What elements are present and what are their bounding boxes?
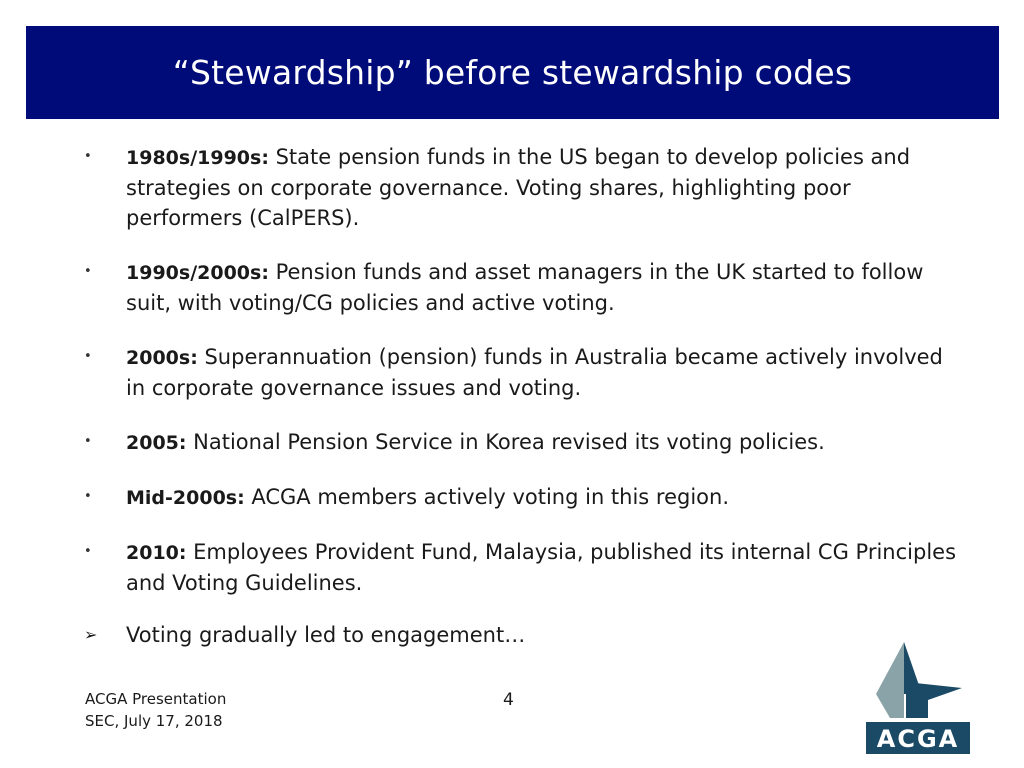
bullet-item (84, 342, 964, 403)
footer-presentation-label: ACGA Presentation (85, 690, 227, 708)
bullet-icon: • (84, 544, 92, 559)
arrow-bullet-icon: ➢ (84, 625, 98, 644)
bullet-lead: 2010: (126, 542, 187, 564)
bullet-text: State pension funds in the US began to develop policies and strategies on corporate governance. Voting shares, highlighting poor performers (CalPERS). (126, 145, 911, 230)
conclusion-item (84, 620, 525, 650)
bullet-lead: 1990s/2000s: (126, 262, 269, 284)
logo-light-face (876, 642, 904, 694)
bullet-icon: • (84, 489, 92, 504)
bullet-lead: 1980s/1990s: (126, 147, 269, 169)
bullet-text: National Pension Service in Korea revised its voting policies. (186, 430, 825, 454)
footer-date-label: SEC, July 17, 2018 (85, 712, 223, 730)
bullet-lead: 2005: (126, 432, 187, 454)
page-number: 4 (503, 690, 514, 710)
bullet-item (84, 427, 964, 458)
bullet-text: Pension funds and asset managers in the UK started to follow suit, with voting/CG policies and active voting. (126, 260, 924, 315)
bullet-text: ACGA members actively voting in this region. (244, 485, 730, 509)
bullet-lead: Mid-2000s: (126, 487, 245, 509)
bullet-icon: • (84, 434, 92, 449)
bullet-icon: • (84, 264, 92, 279)
slide-title: “Stewardship” before stewardship codes (172, 53, 853, 92)
bullet-text: Employees Provident Fund, Malaysia, published its internal CG Principles and Voting Guidelines. (126, 540, 957, 595)
logo-text: ACGA (876, 725, 960, 753)
bullet-item (84, 482, 964, 513)
title-bar (26, 26, 999, 119)
acga-logo-icon (866, 642, 970, 754)
logo-dark-flag (906, 682, 962, 718)
bullet-list (84, 142, 964, 622)
bullet-text: Superannuation (pension) funds in Australia became actively involved in corporate governance issues and voting. (126, 345, 943, 400)
bullet-lead: 2000s: (126, 347, 198, 369)
bullet-item (84, 142, 964, 233)
bullet-item (84, 257, 964, 318)
bullet-item (84, 537, 964, 598)
bullet-icon: • (84, 149, 92, 164)
conclusion-text: Voting gradually led to engagement… (126, 623, 526, 647)
bullet-icon: • (84, 349, 92, 364)
logo-light-base (876, 694, 904, 718)
footer-info (85, 688, 226, 732)
